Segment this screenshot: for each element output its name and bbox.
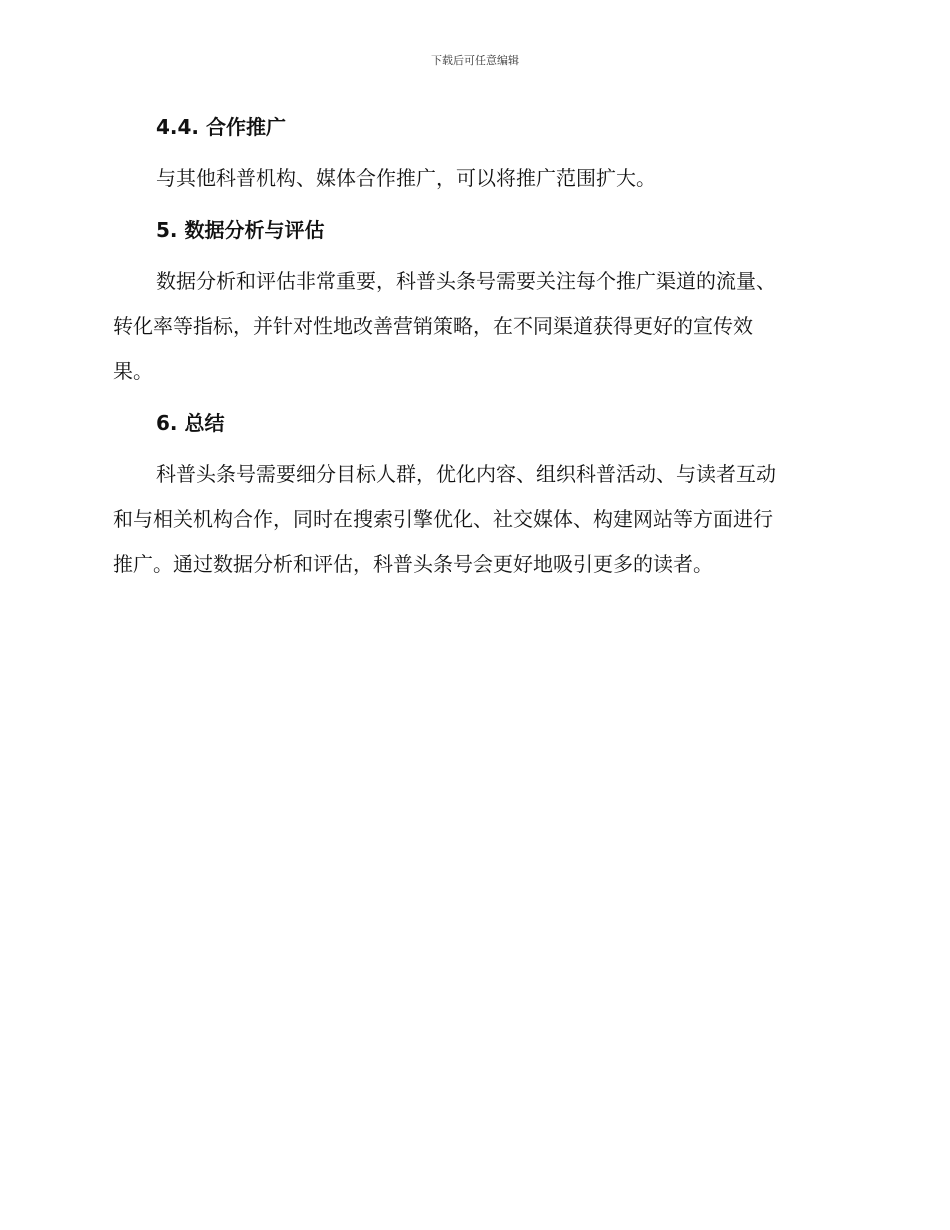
page-header: 下载后可任意编辑 bbox=[431, 54, 519, 67]
section-paragraph bbox=[113, 259, 833, 394]
paragraph-line: 推广。通过数据分析和评估，科普头条号会更好地吸引更多的读者。 bbox=[113, 552, 713, 576]
document-body bbox=[113, 110, 833, 599]
paragraph-line: 科普头条号需要细分目标人群，优化内容、组织科普活动、与读者互动 bbox=[156, 462, 776, 486]
section-data-analysis bbox=[113, 213, 833, 394]
section-paragraph bbox=[113, 452, 833, 587]
section-heading: 6. 总结 bbox=[156, 411, 225, 435]
section-heading: 4.4. 合作推广 bbox=[156, 115, 286, 139]
paragraph-line: 数据分析和评估非常重要，科普头条号需要关注每个推广渠道的流量、 bbox=[156, 269, 776, 293]
paragraph-line: 与其他科普机构、媒体合作推广，可以将推广范围扩大。 bbox=[156, 166, 656, 190]
paragraph-line: 果。 bbox=[113, 359, 153, 383]
section-paragraph bbox=[113, 156, 833, 201]
section-heading: 5. 数据分析与评估 bbox=[156, 218, 325, 242]
paragraph-line: 转化率等指标，并针对性地改善营销策略，在不同渠道获得更好的宣传效 bbox=[113, 314, 753, 338]
paragraph-line: 和与相关机构合作，同时在搜索引擎优化、社交媒体、构建网站等方面进行 bbox=[113, 507, 773, 531]
section-summary bbox=[113, 406, 833, 587]
section-cooperation bbox=[113, 110, 833, 201]
